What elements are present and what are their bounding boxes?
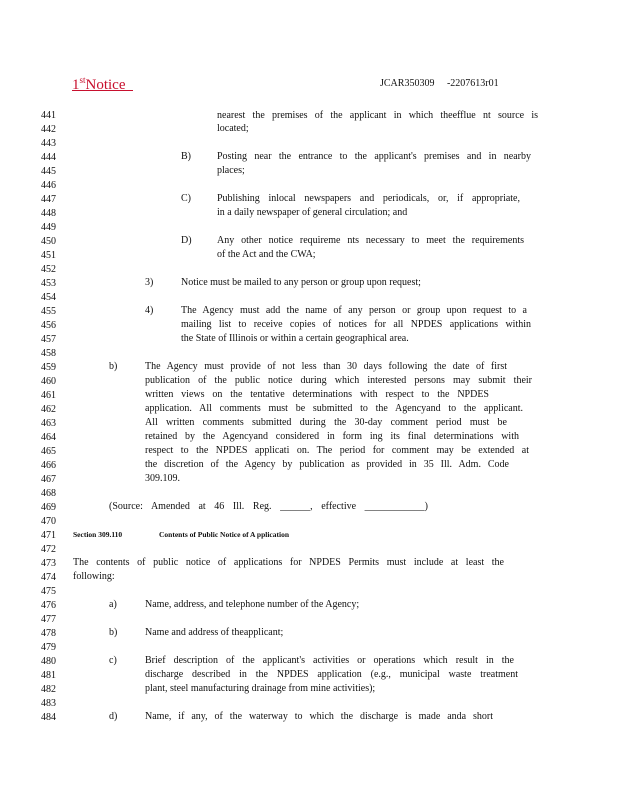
line-number: 470: [41, 516, 56, 527]
document-code: JCAR350309 -2207613r01: [380, 78, 499, 89]
line-number: 466: [41, 460, 56, 471]
line-number: 478: [41, 628, 56, 639]
item-label: a): [109, 599, 117, 610]
source-note: (Source: Amended at 46 Ill. Reg. ______, effective ____________): [109, 501, 428, 512]
line-number: 469: [41, 502, 56, 513]
body-line: respect to the NPDES applicati on. The period for comment may be extended at: [145, 445, 529, 456]
body-line: Any other notice requireme nts necessary to meet the requirements: [217, 235, 524, 246]
body-line: places;: [217, 165, 245, 176]
line-number: 467: [41, 474, 56, 485]
line-number: 443: [41, 138, 56, 149]
line-number: 468: [41, 488, 56, 499]
line-number: 442: [41, 124, 56, 135]
line-number: 483: [41, 698, 56, 709]
line-number: 473: [41, 558, 56, 569]
line-number: 447: [41, 194, 56, 205]
line-number: 455: [41, 306, 56, 317]
line-number: 477: [41, 614, 56, 625]
item-label: B): [181, 151, 191, 162]
line-number: 451: [41, 250, 56, 261]
line-number: 444: [41, 152, 56, 163]
body-line: Notice must be mailed to any person or group upon request;: [181, 277, 421, 288]
item-label: 3): [145, 277, 154, 288]
line-number: 472: [41, 544, 56, 555]
body-line: The Agency must provide of not less than 30 days following the date of first: [145, 361, 507, 372]
notice-label: 1stNotice: [72, 75, 126, 93]
line-number: 452: [41, 264, 56, 275]
item-label: c): [109, 655, 117, 666]
line-number: 446: [41, 180, 56, 191]
body-line: the discretion of the Agency by publication as provided in 35 Ill. Adm. Code: [145, 459, 509, 470]
line-number: 458: [41, 348, 56, 359]
body-line: written views on the tentative determinations with respect to the NPDES: [145, 389, 489, 400]
line-number: 484: [41, 712, 56, 723]
body-line: The Agency must add the name of any person or group upon request to a: [181, 305, 527, 316]
line-number: 474: [41, 572, 56, 583]
line-number: 457: [41, 334, 56, 345]
body-line: Name, address, and telephone number of the Agency;: [145, 599, 360, 610]
line-number: 454: [41, 292, 56, 303]
body-line: the State of Illinois or within a certain geographical area.: [181, 333, 409, 344]
body-line: 309.109.: [145, 473, 180, 484]
body-line: of the Act and the CWA;: [217, 249, 316, 260]
body-line: following:: [73, 571, 115, 582]
line-number: 450: [41, 236, 56, 247]
body-line: All written comments submitted during the 30-day comment period must be: [145, 417, 507, 428]
body-line: located;: [217, 123, 249, 134]
body-line: Posting near the entrance to the applicant's premises and in nearby: [217, 151, 531, 162]
body-line: application. All comments must be submitted to the Agencyand to the applicant.: [145, 403, 523, 414]
line-number: 449: [41, 222, 56, 233]
line-number: 459: [41, 362, 56, 373]
item-label: d): [109, 711, 118, 722]
line-number: 463: [41, 418, 56, 429]
line-number: 479: [41, 642, 56, 653]
line-number: 453: [41, 278, 56, 289]
line-number: 445: [41, 166, 56, 177]
body-line: The contents of public notice of applications for NPDES Permits must include at least the: [73, 557, 504, 568]
line-number: 460: [41, 376, 56, 387]
line-number: 481: [41, 670, 56, 681]
line-number: 462: [41, 404, 56, 415]
body-line: nearest the premises of the applicant in which theefflue nt source is: [217, 110, 538, 121]
item-label: 4): [145, 305, 154, 316]
line-number: 476: [41, 600, 56, 611]
body-line: plant, steel manufacturing drainage from mine activities);: [145, 683, 376, 694]
section-number: Section 309.110: [73, 530, 123, 539]
body-line: Publishing inlocal newspapers and periodicals, or, if appropriate,: [217, 193, 520, 204]
line-number: 465: [41, 446, 56, 457]
line-number: 461: [41, 390, 56, 401]
line-number: 448: [41, 208, 56, 219]
item-label: b): [109, 361, 118, 372]
body-line: Name, if any, of the waterway to which the discharge is made anda short: [145, 711, 493, 722]
line-number: 464: [41, 432, 56, 443]
body-line: retained by the Agencyand considered in form ing its final determinations with: [145, 431, 519, 442]
body-line: Brief description of the applicant's activities or operations which result in the: [145, 655, 514, 666]
line-number: 456: [41, 320, 56, 331]
line-number: 480: [41, 656, 56, 667]
line-number: 441: [41, 110, 56, 121]
item-label: D): [181, 235, 192, 246]
line-number: 482: [41, 684, 56, 695]
section-title: Contents of Public Notice of A pplication: [159, 530, 290, 539]
item-label: C): [181, 193, 191, 204]
line-number: 475: [41, 586, 56, 597]
line-number: 471: [41, 530, 56, 541]
item-label: b): [109, 627, 118, 638]
body-line: discharge described in the NPDES application (e.g., municipal waste treatment: [145, 669, 518, 680]
body-line: Name and address of theapplicant;: [145, 627, 284, 638]
body-line: publication of the public notice during which interested persons may submit their: [145, 375, 532, 386]
body-line: in a daily newspaper of general circulation; and: [217, 207, 408, 218]
body-line: mailing list to receive copies of notices for all NPDES applications within: [181, 319, 531, 330]
